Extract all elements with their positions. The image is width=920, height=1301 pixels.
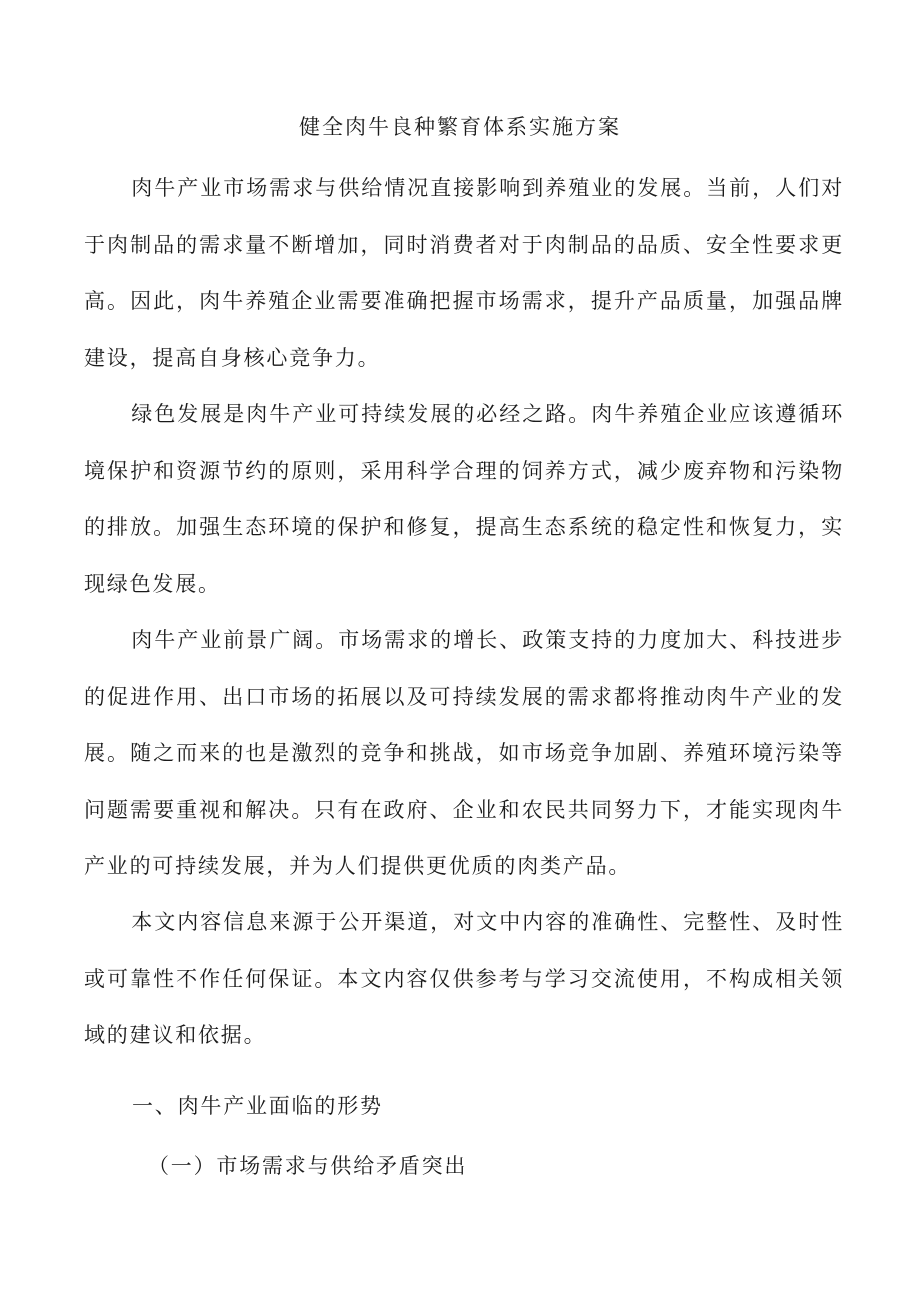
paragraph-industry-outlook: 肉牛产业前景广阔。市场需求的增长、政策支持的力度加大、科技进步的促进作用、出口市场的拓展以及可持续发展的需求都将推动肉牛产业的发展。随之而来的也是激烈的竞争和挑战，如市场竞争加剧、养殖环境污染等问题需要重视和解决。只有在政府、企业和农民共同努力下，才能实现肉牛产业的可持续发展，并为人们提供更优质的肉类产品。 [84,628,844,878]
subsection-heading: （一）市场需求与供给矛盾突出 [148,1154,468,1178]
section-heading: 一、肉牛产业面临的形势 [132,1094,383,1118]
paragraph-market-demand: 肉牛产业市场需求与供给情况直接影响到养殖业的发展。当前，人们对于肉制品的需求量不断增加，同时消费者对于肉制品的品质、安全性要求更高。因此，肉牛养殖企业需要准确把握市场需求，提升产品质量，加强品牌建设，提高自身核心竞争力。 [84,176,844,370]
paragraph-green-development: 绿色发展是肉牛产业可持续发展的必经之路。肉牛养殖企业应该遵循环境保护和资源节约的原则，采用科学合理的饲养方式，减少废弃物和污染物的排放。加强生态环境的保护和修复，提高生态系统的稳定性和恢复力，实现绿色发展。 [84,402,844,596]
paragraph-disclaimer: 本文内容信息来源于公开渠道，对文中内容的准确性、完整性、及时性或可靠性不作任何保证。本文内容仅供参考与学习交流使用，不构成相关领域的建议和依据。 [84,910,844,1047]
document-title: 健全肉牛良种繁育体系实施方案 [299,115,621,139]
